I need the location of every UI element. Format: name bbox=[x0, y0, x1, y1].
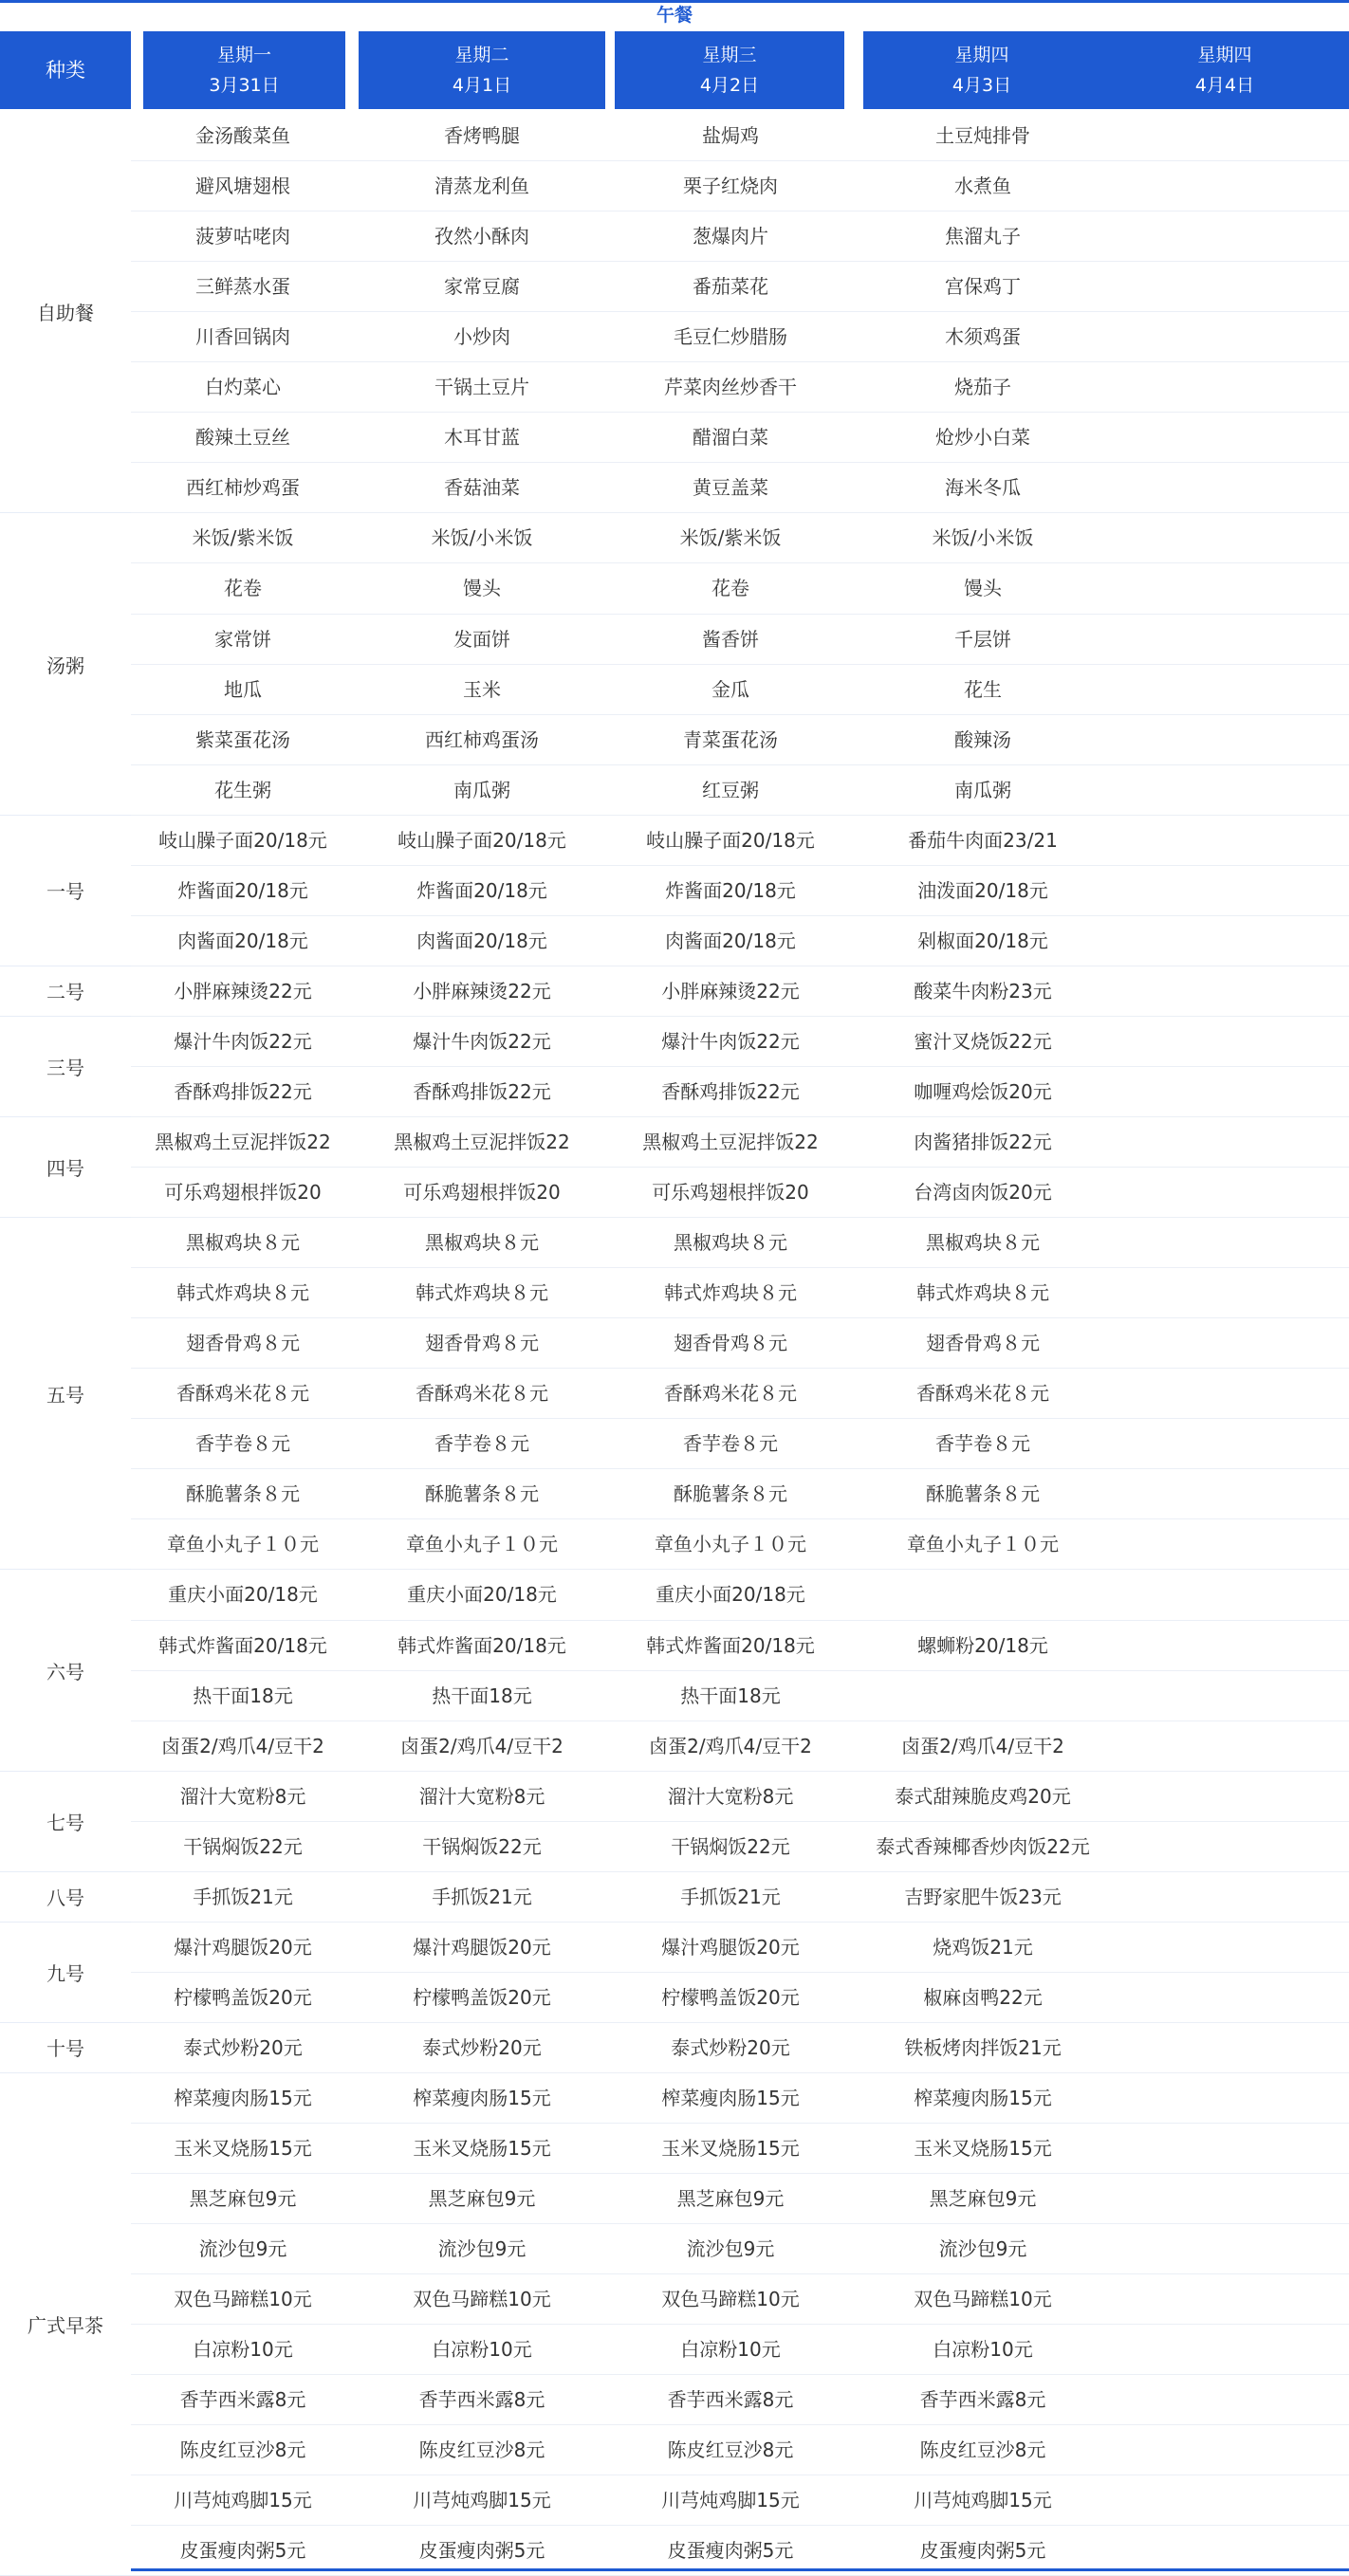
menu-item: 可乐鸡翅根拌饭20 bbox=[403, 1181, 561, 1205]
menu-item: 肉酱面20/18元 bbox=[177, 929, 308, 952]
menu-item: 白凉粉10元 bbox=[432, 2338, 532, 2362]
day-date: 4月4日 bbox=[1194, 75, 1255, 96]
menu-item: 家常豆腐 bbox=[444, 275, 520, 299]
category-cell: 四号 bbox=[0, 1117, 131, 1218]
menu-item: 酸辣汤 bbox=[954, 727, 1011, 751]
menu-item: 榨菜瘦肉肠15元 bbox=[914, 2086, 1052, 2109]
menu-item: 芹菜肉丝炒香干 bbox=[664, 376, 797, 399]
menu-item: 可乐鸡翅根拌饭20 bbox=[652, 1181, 809, 1205]
menu-item: 发面饼 bbox=[453, 627, 510, 651]
menu-item: 黑椒鸡土豆泥拌饭22 bbox=[394, 1131, 570, 1153]
menu-item: 川香回锅肉 bbox=[195, 325, 290, 349]
category-cell: 三号 bbox=[0, 1017, 131, 1117]
menu-item: 陈皮红豆沙8元 bbox=[667, 2438, 794, 2462]
menu-item bbox=[859, 1671, 1107, 1720]
menu-item: 炸酱面20/18元 bbox=[416, 878, 547, 902]
menu-item: 米饭/小米饭 bbox=[431, 526, 533, 550]
menu-item: 紫菜蛋花汤 bbox=[195, 727, 290, 751]
day-date: 3月31日 bbox=[209, 75, 280, 96]
menu-item: 爆汁鸡腿饭20元 bbox=[413, 1935, 551, 1959]
menu-item: 黑椒鸡块８元 bbox=[674, 1231, 787, 1255]
menu-item: 剁椒面20/18元 bbox=[917, 929, 1048, 952]
menu-item: 陈皮红豆沙8元 bbox=[919, 2438, 1046, 2462]
menu-item: 酱香饼 bbox=[702, 627, 759, 651]
menu-item: 章鱼小丸子１０元 bbox=[907, 1533, 1059, 1556]
menu-item: 米饭/紫米饭 bbox=[192, 526, 294, 550]
menu-item: 皮蛋瘦肉粥5元 bbox=[667, 2539, 794, 2563]
menu-item: 黑椒鸡块８元 bbox=[425, 1231, 539, 1255]
menu-item: 黑芝麻包9元 bbox=[428, 2187, 536, 2211]
menu-item: 香酥鸡排饭22元 bbox=[661, 1079, 800, 1103]
menu-item: 家常饼 bbox=[214, 627, 271, 651]
menu-item: 流沙包9元 bbox=[938, 2237, 1027, 2261]
menu-item: 香酥鸡米花８元 bbox=[176, 1382, 309, 1406]
menu-item: 酥脆薯条８元 bbox=[186, 1482, 300, 1506]
menu-item: 酥脆薯条８元 bbox=[674, 1482, 787, 1506]
category-cell: 二号 bbox=[0, 966, 131, 1017]
menu-item: 韩式炸酱面20/18元 bbox=[158, 1633, 327, 1657]
menu-item: 泰式炒粉20元 bbox=[671, 2035, 790, 2059]
day-header-fri bbox=[1100, 31, 1349, 109]
menu-item: 黑椒鸡块８元 bbox=[926, 1231, 1040, 1255]
menu-item: 白灼菜心 bbox=[205, 376, 281, 399]
menu-item: 柠檬鸭盖饭20元 bbox=[174, 1985, 312, 2009]
menu-item: 韩式炸鸡块８元 bbox=[176, 1281, 309, 1305]
menu-item: 香酥鸡米花８元 bbox=[416, 1382, 548, 1406]
menu-item: 香菇油菜 bbox=[444, 476, 520, 500]
menu-item: 溜汁大宽粉8元 bbox=[179, 1784, 306, 1808]
menu-item: 翅香骨鸡８元 bbox=[926, 1332, 1040, 1355]
menu-item: 香酥鸡米花８元 bbox=[664, 1382, 797, 1406]
menu-item: 馒头 bbox=[964, 577, 1002, 600]
menu-item: 热干面18元 bbox=[193, 1684, 293, 1707]
menu-item: 香芋西米露8元 bbox=[179, 2388, 306, 2412]
menu-item: 白凉粉10元 bbox=[933, 2338, 1033, 2362]
menu-item: 金瓜 bbox=[711, 677, 749, 701]
menu-item: 手抓饭21元 bbox=[432, 1885, 532, 1908]
menu-item: 南瓜粥 bbox=[453, 778, 510, 801]
category-cell: 一号 bbox=[0, 816, 131, 966]
menu-item: 川芎炖鸡脚15元 bbox=[174, 2489, 312, 2512]
day-date: 4月1日 bbox=[452, 75, 512, 96]
menu-item: 小炒肉 bbox=[453, 325, 510, 349]
menu-item: 咖喱鸡烩饭20元 bbox=[914, 1079, 1052, 1103]
menu-item: 南瓜粥 bbox=[954, 778, 1011, 801]
day-header-thu bbox=[863, 31, 1100, 109]
menu-item: 川芎炖鸡脚15元 bbox=[661, 2489, 800, 2512]
menu-item: 花生粥 bbox=[214, 778, 271, 801]
menu-item: 泰式炒粉20元 bbox=[422, 2035, 542, 2059]
menu-item: 白凉粉10元 bbox=[680, 2338, 781, 2362]
menu-item: 黑芝麻包9元 bbox=[929, 2187, 1037, 2211]
menu-item: 香芋卷８元 bbox=[935, 1432, 1030, 1456]
menu-item: 避风塘翅根 bbox=[195, 175, 290, 198]
menu-item: 三鲜蒸水蛋 bbox=[195, 275, 290, 299]
menu-item: 川芎炖鸡脚15元 bbox=[914, 2489, 1052, 2512]
menu-item: 香烤鸭腿 bbox=[444, 124, 520, 147]
menu-item: 章鱼小丸子１０元 bbox=[406, 1533, 558, 1556]
menu-item: 肉酱面20/18元 bbox=[416, 929, 547, 952]
menu-item: 溜汁大宽粉8元 bbox=[418, 1784, 545, 1808]
menu-item: 肉酱面20/18元 bbox=[665, 929, 796, 952]
menu-item: 蜜汁叉烧饭22元 bbox=[914, 1029, 1052, 1053]
menu-item: 榨菜瘦肉肠15元 bbox=[413, 2086, 551, 2109]
menu-item: 醋溜白菜 bbox=[693, 426, 768, 450]
menu-item: 玉米叉烧肠15元 bbox=[661, 2137, 800, 2160]
menu-item: 泰式炒粉20元 bbox=[183, 2035, 303, 2059]
day-weekday: 星期三 bbox=[702, 45, 757, 65]
day-weekday: 星期四 bbox=[1197, 45, 1252, 65]
menu-item: 皮蛋瘦肉粥5元 bbox=[418, 2539, 545, 2563]
menu-item: 油泼面20/18元 bbox=[917, 878, 1048, 902]
menu-item: 香芋卷８元 bbox=[195, 1432, 290, 1456]
category-cell: 七号 bbox=[0, 1772, 131, 1872]
menu-item: 花卷 bbox=[224, 577, 262, 600]
menu-item: 泰式香辣椰香炒肉饭22元 bbox=[876, 1834, 1090, 1858]
menu-item: 岐山臊子面20/18元 bbox=[397, 828, 566, 852]
menu-item: 皮蛋瘦肉粥5元 bbox=[919, 2539, 1046, 2563]
menu-item: 柠檬鸭盖饭20元 bbox=[661, 1985, 800, 2009]
menu-item: 香酥鸡排饭22元 bbox=[413, 1079, 551, 1103]
menu-item: 烧茄子 bbox=[954, 376, 1011, 399]
category-cell: 汤粥 bbox=[0, 513, 131, 815]
menu-item: 红豆粥 bbox=[702, 778, 759, 801]
menu-item: 香芋卷８元 bbox=[683, 1432, 778, 1456]
category-cell: 广式早茶 bbox=[0, 2073, 131, 2576]
menu-item: 炸酱面20/18元 bbox=[177, 878, 308, 902]
menu-item: 烧鸡饭21元 bbox=[933, 1935, 1033, 1959]
menu-item: 小胖麻辣烫22元 bbox=[413, 979, 551, 1003]
menu-item: 玉米叉烧肠15元 bbox=[914, 2137, 1052, 2160]
menu-item: 螺蛳粉20/18元 bbox=[917, 1633, 1048, 1657]
category-header bbox=[0, 31, 131, 109]
day-weekday: 星期一 bbox=[216, 45, 271, 65]
menu-item: 黑椒鸡土豆泥拌饭22 bbox=[642, 1131, 819, 1153]
menu-item: 玉米 bbox=[463, 677, 501, 701]
menu-item: 馒头 bbox=[463, 577, 501, 600]
menu-item: 双色马蹄糕10元 bbox=[914, 2288, 1052, 2311]
menu-item: 川芎炖鸡脚15元 bbox=[413, 2489, 551, 2512]
menu-item: 白凉粉10元 bbox=[193, 2338, 293, 2362]
menu-item: 木耳甘蓝 bbox=[444, 426, 520, 450]
menu-item: 陈皮红豆沙8元 bbox=[179, 2438, 306, 2462]
category-cell: 九号 bbox=[0, 1923, 131, 2023]
menu-item: 翅香骨鸡８元 bbox=[425, 1332, 539, 1355]
menu-item: 章鱼小丸子１０元 bbox=[655, 1533, 806, 1556]
menu-item: 卤蛋2/鸡爪4/豆干2 bbox=[161, 1734, 324, 1757]
menu-item: 榨菜瘦肉肠15元 bbox=[661, 2086, 800, 2109]
menu-item: 酸菜牛肉粉23元 bbox=[914, 979, 1052, 1003]
menu-item: 爆汁鸡腿饭20元 bbox=[661, 1935, 800, 1959]
day-header-mon bbox=[143, 31, 345, 109]
menu-item: 干锅焖饭22元 bbox=[671, 1834, 790, 1858]
menu-item: 流沙包9元 bbox=[198, 2237, 287, 2261]
menu-item: 双色马蹄糕10元 bbox=[174, 2288, 312, 2311]
category-cell: 十号 bbox=[0, 2023, 131, 2073]
menu-item: 香芋西米露8元 bbox=[418, 2388, 545, 2412]
menu-item: 榨菜瘦肉肠15元 bbox=[174, 2086, 312, 2109]
menu-item: 吉野家肥牛饭23元 bbox=[904, 1885, 1062, 1908]
menu-item: 玉米叉烧肠15元 bbox=[413, 2137, 551, 2160]
menu-item: 可乐鸡翅根拌饭20 bbox=[164, 1181, 322, 1205]
menu-item: 椒麻卤鸭22元 bbox=[923, 1985, 1043, 2009]
menu-item: 木须鸡蛋 bbox=[945, 325, 1021, 349]
menu-item: 重庆小面20/18元 bbox=[407, 1583, 557, 1607]
menu-item: 台湾卤肉饭20元 bbox=[914, 1181, 1052, 1205]
menu-item: 栗子红烧肉 bbox=[683, 175, 778, 198]
menu-item: 酸辣土豆丝 bbox=[195, 426, 290, 450]
bottom-rule bbox=[131, 2568, 1349, 2571]
menu-item: 黑椒鸡块８元 bbox=[186, 1231, 300, 1255]
day-header-tue bbox=[359, 31, 605, 109]
menu-item: 炝炒小白菜 bbox=[935, 426, 1030, 450]
menu-item: 溜汁大宽粉8元 bbox=[667, 1784, 794, 1808]
menu-item: 翅香骨鸡８元 bbox=[186, 1332, 300, 1355]
menu-item: 毛豆仁炒腊肠 bbox=[674, 325, 787, 349]
menu-item: 陈皮红豆沙8元 bbox=[418, 2438, 545, 2462]
menu-item bbox=[859, 1570, 1107, 1619]
menu-item: 炸酱面20/18元 bbox=[665, 878, 796, 902]
menu-item: 菠萝咕咾肉 bbox=[195, 225, 290, 248]
menu-item: 地瓜 bbox=[224, 677, 262, 701]
category-cell: 五号 bbox=[0, 1218, 131, 1570]
category-cell: 八号 bbox=[0, 1872, 131, 1923]
menu-item: 盐焗鸡 bbox=[702, 124, 759, 147]
menu-item: 韩式炸酱面20/18元 bbox=[646, 1633, 815, 1657]
menu-item: 西红柿鸡蛋汤 bbox=[425, 727, 539, 751]
menu-item: 干锅焖饭22元 bbox=[422, 1834, 542, 1858]
menu-item: 爆汁鸡腿饭20元 bbox=[174, 1935, 312, 1959]
menu-item: 爆汁牛肉饭22元 bbox=[413, 1029, 551, 1053]
menu-item: 黄豆盖菜 bbox=[693, 476, 768, 500]
menu-item: 韩式炸鸡块８元 bbox=[664, 1281, 797, 1305]
day-date: 4月2日 bbox=[699, 75, 760, 96]
menu-item: 岐山臊子面20/18元 bbox=[646, 828, 815, 852]
menu-item: 双色马蹄糕10元 bbox=[413, 2288, 551, 2311]
menu-item: 卤蛋2/鸡爪4/豆干2 bbox=[901, 1734, 1064, 1757]
menu-item: 番茄牛肉面23/21 bbox=[908, 828, 1058, 852]
menu-item: 葱爆肉片 bbox=[693, 225, 768, 248]
menu-item: 花卷 bbox=[711, 577, 749, 600]
menu-item: 清蒸龙利鱼 bbox=[434, 175, 529, 198]
menu-item: 干锅土豆片 bbox=[434, 376, 529, 399]
menu-item: 岐山臊子面20/18元 bbox=[158, 828, 327, 852]
day-header-thu-fri bbox=[863, 31, 1349, 109]
menu-item: 重庆小面20/18元 bbox=[656, 1583, 805, 1607]
menu-item: 海米冬瓜 bbox=[945, 476, 1021, 500]
menu-item: 手抓饭21元 bbox=[193, 1885, 293, 1908]
menu-item: 流沙包9元 bbox=[686, 2237, 775, 2261]
menu-item: 西红柿炒鸡蛋 bbox=[186, 476, 300, 500]
menu-item: 爆汁牛肉饭22元 bbox=[174, 1029, 312, 1053]
menu-item: 韩式炸鸡块８元 bbox=[416, 1281, 548, 1305]
menu-item: 爆汁牛肉饭22元 bbox=[661, 1029, 800, 1053]
menu-item: 热干面18元 bbox=[432, 1684, 532, 1707]
menu-item: 手抓饭21元 bbox=[680, 1885, 781, 1908]
menu-item: 番茄菜花 bbox=[693, 275, 768, 299]
menu-item: 泰式甜辣脆皮鸡20元 bbox=[895, 1784, 1071, 1808]
menu-item: 水煮鱼 bbox=[954, 175, 1011, 198]
menu-item: 黑椒鸡土豆泥拌饭22 bbox=[155, 1131, 331, 1153]
page-title: 午餐 bbox=[656, 5, 693, 26]
category-header-label: 种类 bbox=[46, 59, 85, 82]
menu-item: 青菜蛋花汤 bbox=[683, 727, 778, 751]
menu-item: 小胖麻辣烫22元 bbox=[661, 979, 800, 1003]
menu-item: 干锅焖饭22元 bbox=[183, 1834, 303, 1858]
menu-item: 铁板烤肉拌饭21元 bbox=[904, 2035, 1062, 2059]
menu-item: 柠檬鸭盖饭20元 bbox=[413, 1985, 551, 2009]
menu-item: 韩式炸酱面20/18元 bbox=[397, 1633, 566, 1657]
menu-item: 香酥鸡米花８元 bbox=[916, 1382, 1049, 1406]
menu-item: 千层饼 bbox=[954, 627, 1011, 651]
menu-item: 翅香骨鸡８元 bbox=[674, 1332, 787, 1355]
menu-item: 香芋西米露8元 bbox=[667, 2388, 794, 2412]
day-weekday: 星期四 bbox=[954, 45, 1009, 65]
menu-item: 章鱼小丸子１０元 bbox=[167, 1533, 319, 1556]
menu-item: 卤蛋2/鸡爪4/豆干2 bbox=[400, 1734, 564, 1757]
menu-item: 黑芝麻包9元 bbox=[676, 2187, 785, 2211]
menu-item: 米饭/紫米饭 bbox=[679, 526, 782, 550]
menu-item: 孜然小酥肉 bbox=[434, 225, 529, 248]
menu-item: 皮蛋瘦肉粥5元 bbox=[179, 2539, 306, 2563]
menu-item: 玉米叉烧肠15元 bbox=[174, 2137, 312, 2160]
day-weekday: 星期二 bbox=[454, 45, 509, 65]
day-header-wed bbox=[615, 31, 844, 109]
menu-item: 焦溜丸子 bbox=[945, 225, 1021, 248]
menu-item: 酥脆薯条８元 bbox=[425, 1482, 539, 1506]
menu-item: 花生 bbox=[964, 677, 1002, 701]
menu-item: 黑芝麻包9元 bbox=[189, 2187, 297, 2211]
menu-item: 香芋卷８元 bbox=[434, 1432, 529, 1456]
menu-item: 卤蛋2/鸡爪4/豆干2 bbox=[649, 1734, 812, 1757]
menu-item: 流沙包9元 bbox=[437, 2237, 527, 2261]
menu-item: 双色马蹄糕10元 bbox=[661, 2288, 800, 2311]
menu-item: 小胖麻辣烫22元 bbox=[174, 979, 312, 1003]
menu-item: 韩式炸鸡块８元 bbox=[916, 1281, 1049, 1305]
menu-item: 肉酱猪排饭22元 bbox=[914, 1131, 1052, 1153]
category-cell: 六号 bbox=[0, 1570, 131, 1771]
menu-item: 土豆炖排骨 bbox=[935, 124, 1030, 147]
menu-item: 香酥鸡排饭22元 bbox=[174, 1079, 312, 1103]
menu-item: 重庆小面20/18元 bbox=[168, 1583, 318, 1607]
day-date: 4月3日 bbox=[952, 75, 1012, 96]
category-cell: 自助餐 bbox=[0, 111, 131, 513]
menu-item: 米饭/小米饭 bbox=[932, 526, 1034, 550]
menu-item: 酥脆薯条８元 bbox=[926, 1482, 1040, 1506]
menu-item: 宫保鸡丁 bbox=[945, 275, 1021, 299]
menu-item: 热干面18元 bbox=[680, 1684, 781, 1707]
menu-item: 香芋西米露8元 bbox=[919, 2388, 1046, 2412]
menu-item: 金汤酸菜鱼 bbox=[195, 124, 290, 147]
